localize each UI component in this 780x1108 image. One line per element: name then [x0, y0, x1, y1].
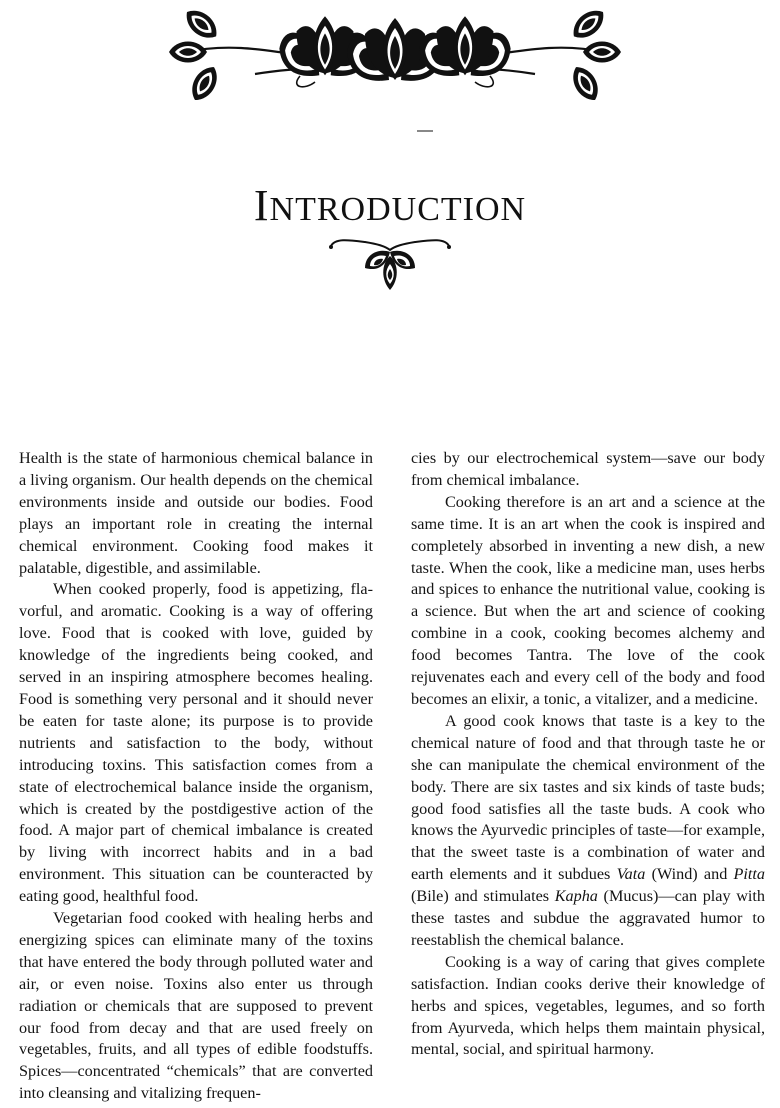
- paragraph: [411, 711, 765, 952]
- text-run: (Bile) and stimulates: [411, 887, 555, 906]
- paragraph: Vegetarian food cooked with healing herbs and energizing spices can eliminate many of the toxins that have entered the body through polluted water and air, or even noise. Toxins also enter us through radiation or chemicals that are supposed to prevent our food from decay and that are used freely on vegetables, fruits, and all types of edible foodstuffs. Spices—concentrated “chemicals” that are converted into cleansing and vitalizing frequen-: [19, 909, 373, 1103]
- left-text-column: [19, 448, 373, 1105]
- lotus-vine-ornament-icon: [165, 8, 625, 103]
- text-run: (Wind) and: [645, 865, 734, 884]
- title-initial: I: [253, 181, 270, 230]
- paragraph: When cooked properly, food is appetizing, flavorful, and aromatic. Cooking is a way of offering love. Food that is cooked with love, guided by knowledge of the ingredients being cooked, and served in an inspiring atmosphere becomes healing. Food is something very personal and it should never be eaten for taste alone; its purpose is to provide nutrients and satisfaction to the body, without introducing toxins. This satisfaction comes from a state of electrochemical balance inside the organism, which is created by the postdigestive action of the food. A major part of chemical imbalance is created by living with incorrect habits and in a bad environment. This situation can be counteracted by eating good, healthful food.: [19, 580, 373, 906]
- right-text-column: [411, 448, 765, 1061]
- leaf-flourish-icon: [325, 236, 455, 292]
- term-vata: Vata: [616, 865, 646, 884]
- page-title: [0, 180, 780, 231]
- text-run: (Mucus)—can play with these tastes and subdue the aggravated humor to reestablish the chemical balance.: [411, 887, 765, 949]
- paragraph: Cooking is a way of caring that gives complete satisfaction. Indian cooks derive their knowledge of herbs and spices, vegetables, legumes, and so forth from Ayurveda, which helps them maintain physical, mental, social, and spiritual harmony.: [411, 952, 765, 1059]
- term-kapha: Kapha: [554, 887, 598, 906]
- title-rest: NTRODUCTION: [269, 191, 527, 228]
- page-mark: [417, 130, 433, 132]
- paragraph-continuation: cies by our electrochemical system—save our body from chemical imbalance.: [411, 449, 765, 489]
- paragraph: Cooking therefore is an art and a science at the same time. It is an art when the cook is inspired and completely absorbed in inventing a new dish, a new taste. When the cook, like a medicine man, uses herbs and spices to enhance the nutritional value, cooking is a science. But when the art and science of cooking combine in a cook, cooking becomes alchemy and food becomes Tantra. The love of the cook rejuvenates each and every cell of the body and food becomes an elixir, a tonic, a vitalizer, and a medicine.: [411, 492, 765, 708]
- term-pitta: Pitta: [733, 865, 766, 884]
- paragraph: Health is the state of harmonious chemical balance in a living organism. Our health depends on the chemical environments inside and outside our bodies. Food plays an important role in creating the internal chemical environment. Cooking food makes it palatable, digestible, and assimilable.: [19, 449, 373, 577]
- text-run: A good cook knows that taste is a key to the chemical nature of food and that through taste he or she can manipulate the chemical environment of the body. There are six tastes and six kinds of taste buds; good food satisfies all the taste buds. A cook who knows the Ayurvedic principles of taste—for example, that the sweet taste is a combination of water and earth elements and it subdues: [411, 711, 765, 884]
